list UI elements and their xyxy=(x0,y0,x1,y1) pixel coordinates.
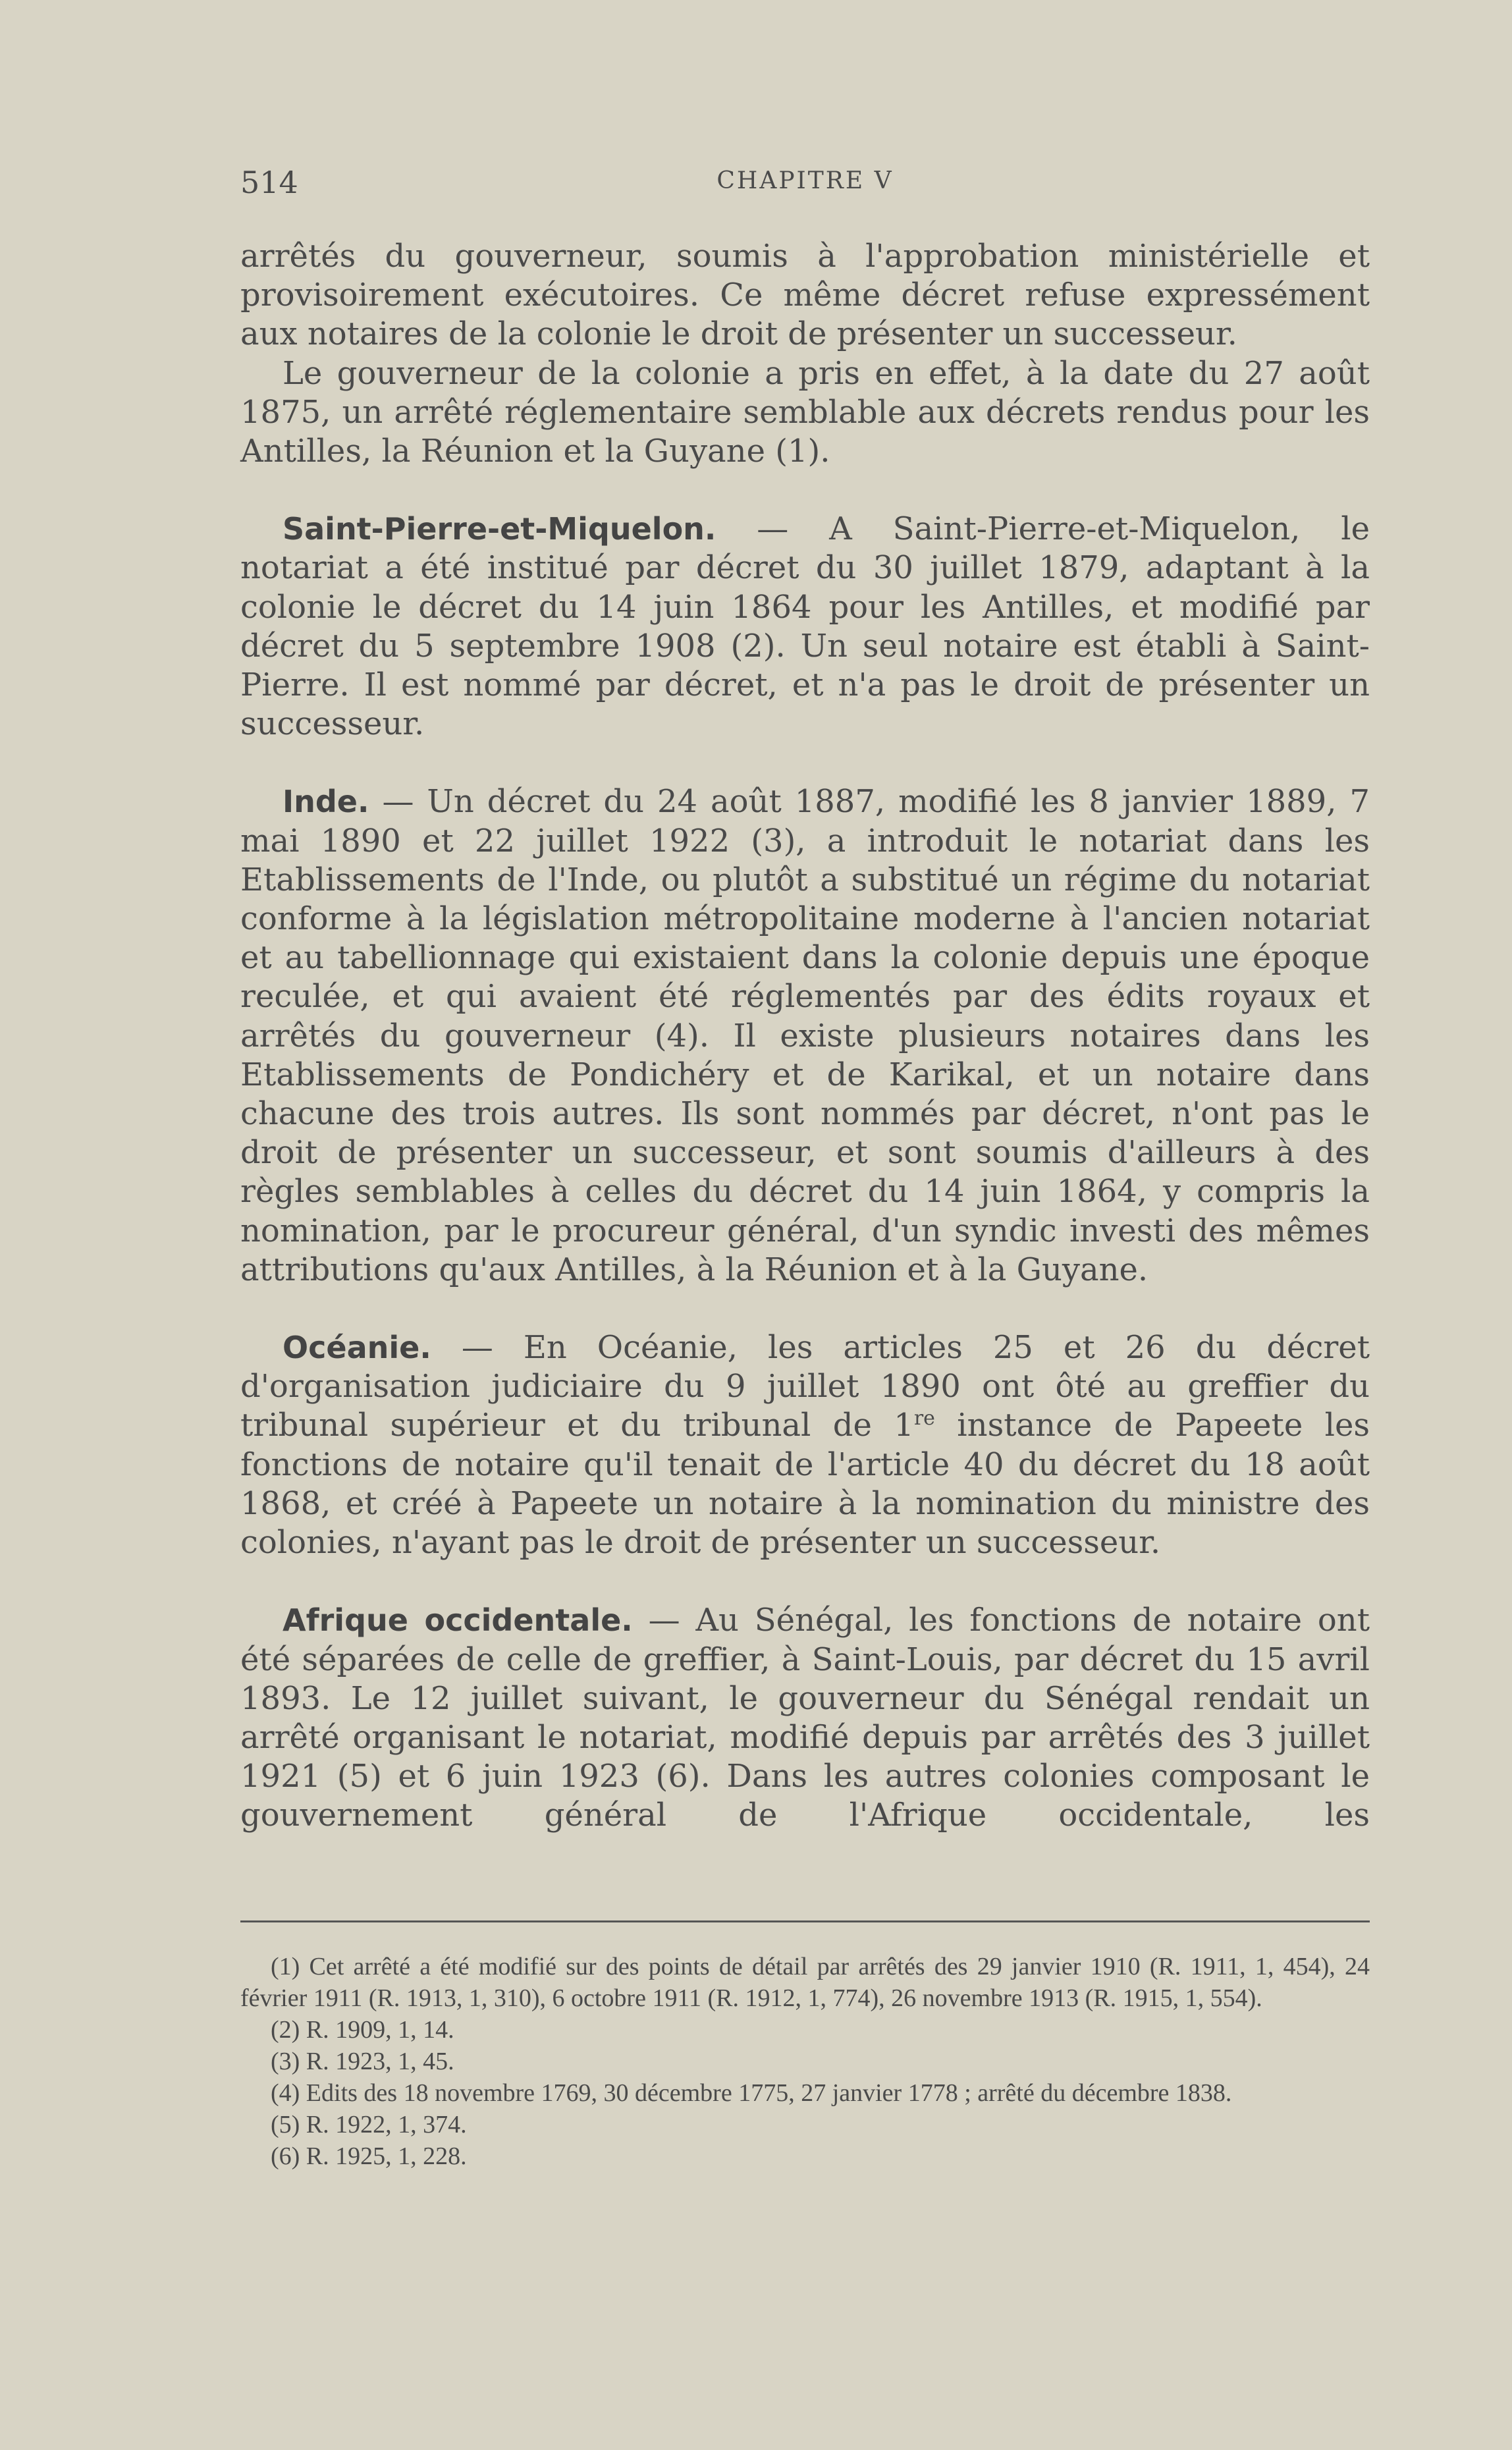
section-text-oceanie-b: instance de Papeete les fonctions de notaire qu'il tenait de l'article 40 du décret du 18 août 1868, et créé à Papeete un notaire à la nomination du ministre des colonies, n'ayant pas le droit de présenter un successeur. xyxy=(240,1407,1370,1562)
footnote-separator xyxy=(240,1920,1370,1922)
section-heading-afrique: Afrique occidentale. xyxy=(283,1602,633,1639)
section-afrique-occidentale xyxy=(240,1601,1370,1835)
footnotes xyxy=(240,1951,1370,2172)
footnote-5: (5) R. 1922, 1, 374. xyxy=(271,2111,467,2138)
section-text-inde: — Un décret du 24 août 1887, modifié les 8 janvier 1889, 7 mai 1890 et 22 juillet 1922 (3), a introduit le notariat dans les Etablissements de l'Inde, ou plutôt a substitué un régime du notariat conforme à la législation métropolitaine moderne à l'ancien notariat et au tabellionnage qui existaient dans la colonie depuis une époque reculée, et qui avaient été réglementés par des édits royaux et arrêtés du gouverneur (4). Il existe plusieurs notaires dans les Etablissements de Pondichéry et de Karikal, et un notaire dans chacune des trois autres. Ils sont nommés par décret, n'ont pas le droit de présenter un successeur, et sont soumis d'ailleurs à des règles semblables à celles du décret du 14 juin 1864, y compris la nomination, par le procureur général, d'un syndic investi des mêmes attributions qu'aux Antilles, à la Réunion et à la Guyane. xyxy=(240,783,1370,1288)
page-number: 514 xyxy=(240,165,298,200)
footnote-6: (6) R. 1925, 1, 228. xyxy=(271,2142,467,2170)
footnote-1: (1) Cet arrêté a été modifié sur des points de détail par arrêtés des 29 janvier 1910 (R. 1911, 1, 454), 24 février 1911 (R. 1913, 1, 310), 6 octobre 1911 (R. 1912, 1, 774), 26 novembre 1913 (R. 1915, 1, 554). xyxy=(240,1953,1370,2012)
section-text-oceanie-a: — En Océanie, les articles 25 et 26 du décret d'organisation judiciaire du 9 juillet 1890 ont ôté au greffier du tribunal supérieur et du tribunal de 1 xyxy=(240,1329,1370,1444)
section-text-spm: — A Saint-Pierre-et-Miquelon, le notariat a été institué par décret du 30 juillet 1879, adaptant à la colonie le décret du 14 juin 1864 pour les Antilles, et modifié par décret du 5 septembre 1908 (2). Un seul notaire est établi à Saint-Pierre. Il est nommé par décret, et n'a pas le droit de présenter un successeur. xyxy=(240,510,1370,743)
footnote-3: (3) R. 1923, 1, 45. xyxy=(271,2048,454,2075)
paragraph-guyane-arrete: Le gouverneur de la colonie a pris en effet, à la date du 27 août 1875, un arrêté réglementaire semblable aux décrets rendus pour les Antilles, la Réunion et la Guyane (1). xyxy=(240,354,1370,470)
footnote-4: (4) Edits des 18 novembre 1769, 30 décembre 1775, 27 janvier 1778 ; arrêté du décembre 1838. xyxy=(271,2079,1232,2107)
main-text xyxy=(240,237,1370,1836)
chapter-title: CHAPITRE V xyxy=(716,167,894,194)
section-inde xyxy=(240,782,1370,1290)
running-header xyxy=(240,165,1370,204)
paragraph-continuation: arrêtés du gouverneur, soumis à l'approbation ministérielle et provisoirement exécutoires. Ce même décret refuse expressément aux notaires de la colonie le droit de présenter un successeur. xyxy=(240,238,1370,353)
section-oceanie xyxy=(240,1328,1370,1562)
section-heading-inde: Inde. xyxy=(283,784,369,820)
section-saint-pierre-et-miquelon xyxy=(240,510,1370,744)
section-text-afrique: — Au Sénégal, les fonctions de notaire ont été séparées de celle de greffier, à Saint-Louis, par décret du 15 avril 1893. Le 12 juillet suivant, le gouverneur du Sénégal rendait un arrêté organisant le notariat, modifié depuis par arrêtés des 3 juillet 1921 (5) et 6 juin 1923 (6). Dans les autres colonies composant le gouvernement général de l'Afrique occidentale, les xyxy=(240,1602,1370,1834)
footnote-2: (2) R. 1909, 1, 14. xyxy=(271,2016,454,2044)
section-heading-spm: Saint-Pierre-et-Miquelon. xyxy=(283,511,716,547)
section-heading-oceanie: Océanie. xyxy=(283,1330,431,1366)
superscript-re: re xyxy=(913,1407,935,1430)
